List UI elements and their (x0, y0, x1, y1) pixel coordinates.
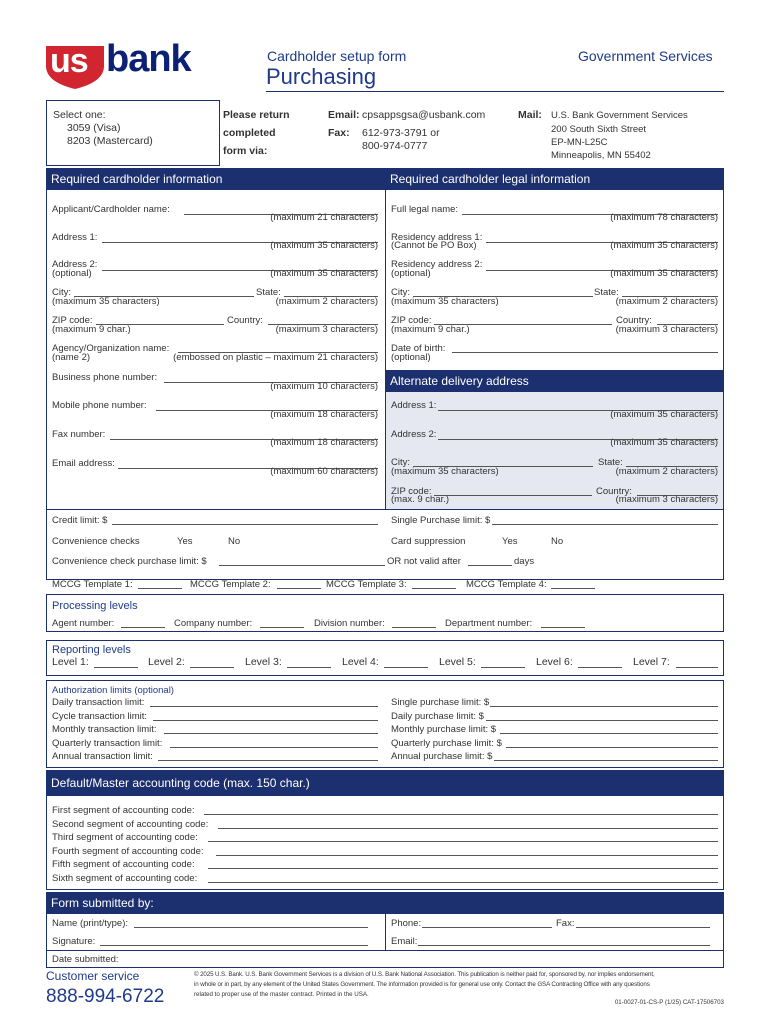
quarterly-p-label: Quarterly purchase limit: $ (391, 738, 502, 749)
residency1-hint: (maximum 35 characters) (610, 240, 718, 251)
segment6-label: Sixth segment of accounting code: (52, 873, 198, 884)
legal-state-label: State: (594, 287, 619, 298)
city-label: City: (52, 287, 71, 298)
form-name: Cardholder setup form (267, 48, 407, 64)
level6-field[interactable] (578, 667, 622, 668)
segment5-label: Fifth segment of accounting code: (52, 859, 195, 870)
conv-checks-no[interactable]: No (228, 536, 241, 547)
dob-field[interactable] (452, 352, 718, 353)
mastercard-option[interactable]: 8203 (Mastercard) (67, 135, 153, 147)
annual-tx-label: Annual transaction limit: (52, 751, 153, 762)
signature-field[interactable] (100, 945, 368, 946)
department-field[interactable] (541, 627, 585, 628)
usbank-logo (44, 38, 200, 90)
submit-name-label: Name (print/type): (52, 918, 129, 929)
auth-heading: Authorization limits (optional) (52, 685, 174, 696)
legal-line-2: in whole or in part, by any element of the United States Government. The information provided is for general use only. Contact the GSA Contracting Office with any questions (194, 981, 650, 988)
conv-limit-field[interactable] (219, 565, 385, 566)
level3-field[interactable] (287, 667, 331, 668)
return-label-3: form via: (223, 145, 268, 157)
segment1-field[interactable] (204, 814, 718, 815)
mail-line-2: 200 South Sixth Street (551, 124, 647, 135)
daily-p-label: Daily purchase limit: $ (391, 711, 484, 722)
section-cardholder-info: Required cardholder information (46, 168, 385, 190)
residency1-label: Residency address 1: (391, 232, 483, 243)
dob-label: Date of birth: (391, 343, 446, 354)
segment4-field[interactable] (216, 855, 718, 856)
quarterly-tx-field[interactable] (170, 747, 378, 748)
reporting-heading: Reporting levels (52, 644, 131, 656)
residency1-sub: (Cannot be PO Box) (391, 240, 477, 251)
daily-tx-label: Daily transaction limit: (52, 697, 145, 708)
alt-country-hint: (maximum 3 characters) (615, 494, 718, 505)
legal-zip-label: ZIP code: (391, 315, 432, 326)
legal-name-label: Full legal name: (391, 204, 459, 215)
alt-zip-field[interactable] (434, 495, 592, 496)
agency-label: Agency/Organization name: (52, 343, 170, 354)
company-field[interactable] (260, 627, 304, 628)
card-suppression-no[interactable]: No (551, 536, 564, 547)
alt-state-hint: (maximum 2 characters) (615, 466, 718, 477)
country-label: Country: (227, 315, 263, 326)
section-cardholder-legal: Required cardholder legal information (385, 168, 724, 190)
alt-state-label: State: (598, 457, 623, 468)
level2-label: Level 2: (148, 656, 185, 668)
country-hint: (maximum 3 characters) (275, 324, 378, 335)
mccg2-label: MCCG Template 2: (190, 579, 271, 590)
quarterly-p-field[interactable] (506, 747, 718, 748)
agent-field[interactable] (121, 627, 165, 628)
customer-service-label: Customer service (46, 969, 140, 983)
legal-line-3: related to proper use of the master contract. Printed in the USA. (194, 991, 369, 998)
daily-tx-field[interactable] (150, 706, 378, 707)
level3-label: Level 3: (245, 656, 282, 668)
alt-country-label: Country: (596, 486, 632, 497)
submit-phone-field[interactable] (422, 927, 552, 928)
legal-line-1: © 2025 U.S. Bank. U.S. Bank Government Services is a division of U.S. Bank National Association. This publication is neither paid for, sponsored by, nor implies endorsement, (194, 971, 655, 978)
return-label-1: Please return (223, 109, 290, 121)
legal-name-hint: (maximum 78 characters) (610, 212, 718, 223)
segment3-label: Third segment of accounting code: (52, 832, 198, 843)
legal-country-hint: (maximum 3 characters) (615, 324, 718, 335)
monthly-p-label: Monthly purchase limit: $ (391, 724, 497, 735)
division-field[interactable] (392, 627, 436, 628)
mccg3-field[interactable] (412, 588, 456, 589)
select-one-label: Select one: (53, 109, 106, 121)
city-hint: (maximum 35 characters) (52, 296, 160, 307)
level5-field[interactable] (481, 667, 525, 668)
email-address-label: Email address: (52, 458, 115, 469)
division-title: Government Services (578, 48, 713, 64)
mobile-phone-hint: (maximum 18 characters) (270, 409, 378, 420)
department-label: Department number: (445, 618, 533, 629)
mccg3-label: MCCG Template 3: (326, 579, 407, 590)
columns-bottom-divider (46, 509, 724, 510)
or-not-valid-label: OR not valid after (387, 556, 461, 567)
cardholder-name-hint: (maximum 21 characters) (270, 212, 378, 223)
level4-field[interactable] (384, 667, 428, 668)
alt-city-label: City: (391, 457, 410, 468)
alt-address2-hint: (maximum 35 characters) (610, 437, 718, 448)
page-title: Purchasing (266, 64, 377, 89)
form-code: 01-0027-01-CS-P (1/25) CAT-17506703 (614, 999, 724, 1006)
agent-label: Agent number: (52, 618, 115, 629)
address2-optional: (optional) (52, 268, 92, 279)
annual-p-field[interactable] (494, 760, 718, 761)
processing-heading: Processing levels (52, 600, 138, 612)
submit-fax-field[interactable] (576, 927, 710, 928)
alt-zip-label: ZIP code: (391, 486, 432, 497)
section-accounting: Default/Master accounting code (max. 150 char.) (46, 770, 724, 796)
business-phone-label: Business phone number: (52, 372, 158, 383)
daily-p-field[interactable] (486, 720, 718, 721)
segment4-label: Fourth segment of accounting code: (52, 846, 204, 857)
business-phone-hint: (maximum 10 characters) (270, 381, 378, 392)
cardholder-name-label: Applicant/Cardholder name: (52, 204, 170, 215)
single-p-field[interactable] (490, 706, 718, 707)
mobile-phone-label: Mobile phone number: (52, 400, 147, 411)
fax-number-label: Fax number: (52, 429, 106, 440)
quarterly-tx-label: Quarterly transaction limit: (52, 738, 163, 749)
date-submitted-label: Date submitted: (52, 954, 119, 965)
email-address-hint: (maximum 60 characters) (270, 466, 378, 477)
days-label: days (514, 556, 535, 567)
level7-label: Level 7: (633, 656, 670, 668)
residency2-label: Residency address 2: (391, 259, 483, 270)
address1-label: Address 1: (52, 232, 98, 243)
credit-limit-field[interactable] (112, 524, 378, 525)
state-hint: (maximum 2 characters) (275, 296, 378, 307)
submit-email-field[interactable] (418, 945, 710, 946)
segment2-label: Second segment of accounting code: (52, 819, 209, 830)
legal-city-hint: (maximum 35 characters) (391, 296, 499, 307)
alt-address2-label: Address 2: (391, 429, 437, 440)
mccg1-field[interactable] (138, 588, 182, 589)
conv-limit-label: Convenience check purchase limit: $ (52, 556, 207, 567)
fax-number-hint: (maximum 18 characters) (270, 437, 378, 448)
submit-name-field[interactable] (134, 927, 368, 928)
level4-label: Level 4: (342, 656, 379, 668)
single-p-label: Single purchase limit: $ (391, 697, 490, 708)
level2-field[interactable] (190, 667, 234, 668)
address1-hint: (maximum 35 characters) (270, 240, 378, 251)
email-label: Email: (328, 109, 360, 121)
email-value[interactable]: cpsappsgsa@usbank.com (362, 109, 486, 121)
signature-label: Signature: (52, 936, 96, 947)
address2-label: Address 2: (52, 259, 98, 270)
zip-hint: (maximum 9 char.) (52, 324, 131, 335)
zip-label: ZIP code: (52, 315, 93, 326)
legal-state-hint: (maximum 2 characters) (615, 296, 718, 307)
level5-label: Level 5: (439, 656, 476, 668)
submit-fax-label: Fax: (556, 918, 575, 929)
segment1-label: First segment of accounting code: (52, 805, 195, 816)
residency2-hint: (maximum 35 characters) (610, 268, 718, 279)
submit-phone-label: Phone: (391, 918, 422, 929)
legal-city-label: City: (391, 287, 410, 298)
alt-address1-hint: (maximum 35 characters) (610, 409, 718, 420)
visa-option[interactable]: 3059 (Visa) (67, 122, 121, 134)
conv-checks-label: Convenience checks (52, 536, 140, 547)
segment2-field[interactable] (218, 828, 718, 829)
conv-checks-yes[interactable]: Yes (177, 536, 193, 547)
agency-sub: (name 2) (52, 352, 91, 363)
alt-address1-label: Address 1: (391, 400, 437, 411)
monthly-tx-field[interactable] (164, 733, 378, 734)
annual-tx-field[interactable] (158, 760, 378, 761)
single-purchase-label: Single Purchase limit: $ (391, 515, 491, 526)
company-label: Company number: (174, 618, 253, 629)
section-alternate-delivery: Alternate delivery address (385, 370, 724, 392)
fax-value-2: 800-974-0777 (362, 140, 428, 152)
dob-sub: (optional) (391, 352, 431, 363)
division-label: Division number: (314, 618, 385, 629)
mail-line-3: EP-MN-L25C (551, 137, 608, 148)
agency-hint: (embossed on plastic – maximum 21 characters) (173, 352, 378, 363)
level1-field[interactable] (94, 667, 138, 668)
cycle-tx-label: Cycle transaction limit: (52, 711, 148, 722)
alt-city-hint: (maximum 35 characters) (391, 466, 499, 477)
legal-country-label: Country: (616, 315, 652, 326)
mail-line-1: U.S. Bank Government Services (551, 110, 688, 121)
customer-service-phone[interactable]: 888-994-6722 (46, 986, 165, 1007)
segment5-field[interactable] (208, 868, 718, 869)
submit-email-label: Email: (391, 936, 418, 947)
submitted-divider (385, 914, 386, 950)
alt-zip-sub: (max. 9 char.) (391, 494, 450, 505)
mail-label: Mail: (518, 109, 542, 121)
days-field[interactable] (468, 565, 512, 566)
fax-value-1: 612-973-3791 or (362, 127, 440, 139)
annual-p-label: Annual purchase limit: $ (391, 751, 493, 762)
return-label-2: completed (223, 127, 276, 139)
address2-hint: (maximum 35 characters) (270, 268, 378, 279)
cycle-tx-field[interactable] (153, 720, 378, 721)
level6-label: Level 6: (536, 656, 573, 668)
section-submitted: Form submitted by: (46, 892, 724, 914)
level1-label: Level 1: (52, 656, 89, 668)
mccg1-label: MCCG Template 1: (52, 579, 133, 590)
residency2-sub: (optional) (391, 268, 431, 279)
fax-label: Fax: (328, 127, 350, 139)
mccg4-field[interactable] (551, 588, 595, 589)
single-purchase-field[interactable] (492, 524, 718, 525)
mccg4-label: MCCG Template 4: (466, 579, 547, 590)
mccg2-field[interactable] (277, 588, 321, 589)
mail-line-4: Minneapolis, MN 55402 (551, 150, 651, 161)
legal-zip-hint: (maximum 9 char.) (391, 324, 470, 335)
logo-bank: bank (106, 38, 191, 80)
segment6-field[interactable] (208, 882, 718, 883)
card-suppression-label: Card suppression (391, 536, 466, 547)
segment3-field[interactable] (208, 841, 718, 842)
logo-us: us (50, 42, 88, 80)
credit-limit-label: Credit limit: $ (52, 515, 108, 526)
state-label: State: (256, 287, 281, 298)
card-suppression-yes[interactable]: Yes (502, 536, 518, 547)
header-divider (266, 91, 724, 92)
monthly-tx-label: Monthly transaction limit: (52, 724, 157, 735)
level7-field[interactable] (676, 667, 718, 668)
monthly-p-field[interactable] (500, 733, 718, 734)
submitted-row-divider (46, 950, 724, 951)
